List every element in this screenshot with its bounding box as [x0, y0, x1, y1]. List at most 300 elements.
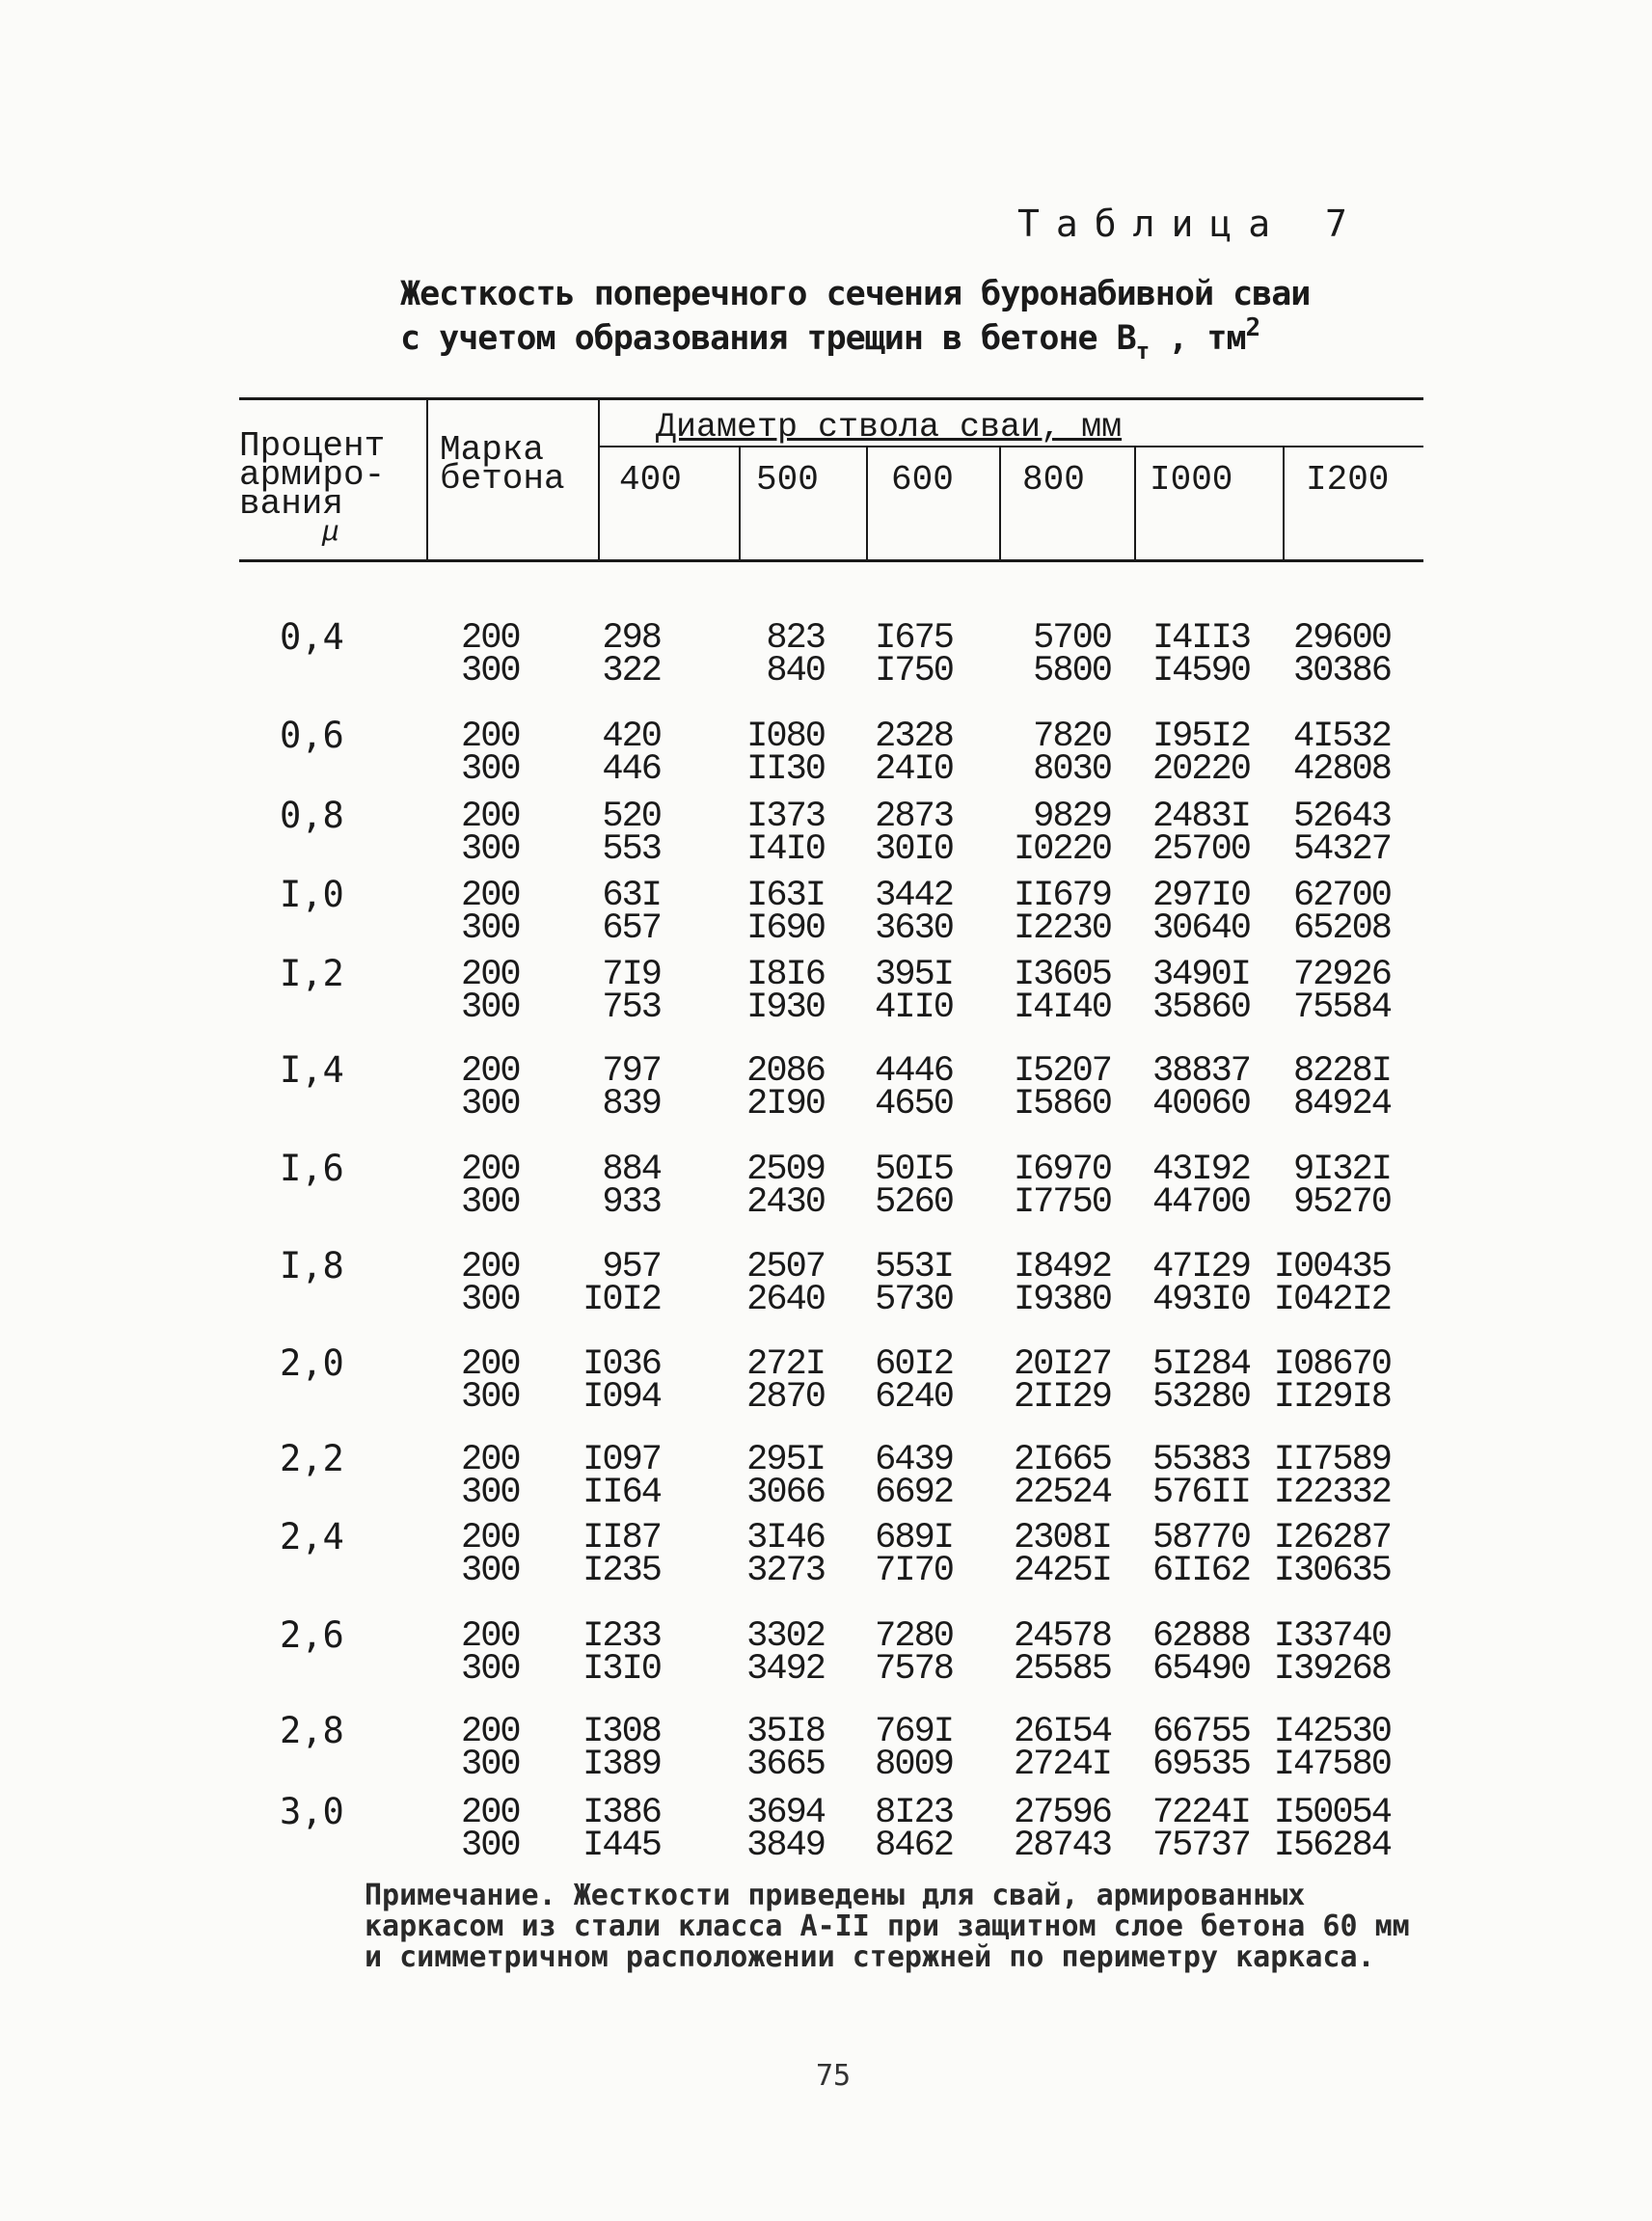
stiffness-cell — [1151, 1150, 1250, 1223]
stiffness-value: 6692 — [875, 1473, 953, 1513]
stiffness-value: 7578 — [875, 1649, 953, 1690]
header-divider-2 — [598, 397, 600, 561]
stiffness-value: I386 — [582, 1793, 661, 1833]
stiffness-value: I9380 — [1013, 1280, 1111, 1320]
grade-value: 300 — [461, 988, 520, 1028]
stiffness-cell — [746, 1793, 825, 1866]
stiffness-value: 4II0 — [875, 988, 953, 1028]
stiffness-cell — [602, 717, 661, 790]
header-divider-4 — [866, 446, 868, 561]
stiffness-value: I39268 — [1273, 1649, 1391, 1690]
stiffness-value: I308 — [582, 1712, 661, 1752]
grade-value: 300 — [461, 1649, 520, 1690]
stiffness-value: I8I6 — [746, 955, 825, 995]
concrete-grade — [461, 1712, 520, 1785]
stiffness-cell — [1013, 1150, 1111, 1223]
stiffness-cell — [1013, 876, 1111, 949]
stiffness-value: 8I23 — [875, 1793, 953, 1833]
concrete-grade — [461, 1616, 520, 1690]
stiffness-cell — [746, 955, 825, 1028]
grade-value: 300 — [461, 1280, 520, 1320]
stiffness-value: 22524 — [1013, 1473, 1111, 1513]
stiffness-value: 5700 — [1033, 618, 1111, 659]
stiffness-cell — [1292, 717, 1391, 790]
stiffness-value: I8492 — [1013, 1247, 1111, 1287]
stiffness-cell — [875, 1712, 953, 1785]
stiffness-value: I445 — [582, 1826, 661, 1866]
stiffness-value: I95I2 — [1151, 717, 1250, 757]
stiffness-cell — [602, 1051, 661, 1124]
stiffness-cell — [1151, 1712, 1250, 1785]
stiffness-value: 3442 — [875, 876, 953, 916]
stiffness-cell — [1273, 1712, 1391, 1785]
stiffness-value: 520 — [602, 797, 661, 837]
stiffness-value: 25700 — [1151, 829, 1250, 870]
stiffness-value: 8228I — [1292, 1051, 1391, 1092]
stiffness-value: I50054 — [1273, 1793, 1391, 1833]
stiffness-value: 8009 — [875, 1745, 953, 1785]
concrete-grade — [461, 1344, 520, 1418]
stiffness-value: 47I29 — [1151, 1247, 1250, 1287]
stiffness-cell — [1292, 797, 1391, 870]
header-percent-line-3: вания — [239, 484, 344, 524]
grade-value: 300 — [461, 1745, 520, 1785]
stiffness-value: 4I532 — [1292, 717, 1391, 757]
grade-value: 300 — [461, 1377, 520, 1418]
stiffness-value: I4I40 — [1013, 988, 1111, 1028]
reinforcement-percent: 2,6 — [280, 1614, 344, 1656]
stiffness-value: 44700 — [1151, 1182, 1250, 1223]
stiffness-cell — [875, 618, 953, 691]
header-divider-7 — [1283, 446, 1285, 561]
stiffness-value: I080 — [746, 717, 825, 757]
header-divider-6 — [1134, 446, 1136, 561]
header-percent-line-1: Процент — [239, 426, 386, 466]
stiffness-value: I4590 — [1151, 651, 1250, 691]
stiffness-value: 823 — [766, 618, 825, 659]
header-diameter-1000: I000 — [1150, 460, 1233, 500]
stiffness-value: 42808 — [1292, 749, 1391, 790]
header-divider-1 — [426, 397, 428, 561]
stiffness-value: 7280 — [875, 1616, 953, 1657]
stiffness-cell — [1273, 1616, 1391, 1690]
stiffness-cell — [746, 1616, 825, 1690]
stiffness-cell — [582, 1247, 661, 1320]
stiffness-value: 446 — [602, 749, 661, 790]
stiffness-value: I2230 — [1013, 908, 1111, 949]
stiffness-value: 3694 — [746, 1793, 825, 1833]
stiffness-cell — [766, 618, 825, 691]
concrete-grade — [461, 1051, 520, 1124]
stiffness-value: II87 — [582, 1518, 661, 1558]
header-diameter: Диаметр ствола сваи, мм — [656, 408, 1123, 447]
grade-value: 300 — [461, 1182, 520, 1223]
stiffness-value: I235 — [582, 1551, 661, 1591]
stiffness-value: 7224I — [1151, 1793, 1250, 1833]
stiffness-cell — [1151, 1518, 1250, 1591]
stiffness-cell — [875, 955, 953, 1028]
stiffness-value: I26287 — [1273, 1518, 1391, 1558]
caption-unit: , тм — [1149, 319, 1246, 358]
stiffness-cell — [746, 1344, 825, 1418]
stiffness-value: 58770 — [1151, 1518, 1250, 1558]
stiffness-value: 797 — [602, 1051, 661, 1092]
stiffness-value: 72926 — [1292, 955, 1391, 995]
stiffness-cell — [1151, 618, 1250, 691]
grade-value: 200 — [461, 1344, 520, 1385]
stiffness-value: 8462 — [875, 1826, 953, 1866]
stiffness-value: 753 — [602, 988, 661, 1028]
stiffness-value: 2640 — [746, 1280, 825, 1320]
concrete-grade — [461, 955, 520, 1028]
concrete-grade — [461, 1518, 520, 1591]
stiffness-value: 28743 — [1013, 1826, 1111, 1866]
stiffness-value: 95270 — [1292, 1182, 1391, 1223]
stiffness-cell — [1013, 797, 1111, 870]
stiffness-value: 69535 — [1151, 1745, 1250, 1785]
reinforcement-percent: I,8 — [280, 1245, 344, 1287]
stiffness-value: 62700 — [1292, 876, 1391, 916]
grade-value: 200 — [461, 955, 520, 995]
stiffness-value: 3302 — [746, 1616, 825, 1657]
caption-line-2 — [400, 313, 1310, 365]
stiffness-value: 5260 — [875, 1182, 953, 1223]
grade-value: 300 — [461, 1084, 520, 1124]
stiffness-value: 40060 — [1151, 1084, 1250, 1124]
header-percent — [239, 426, 386, 550]
stiffness-value: 576II — [1151, 1473, 1250, 1513]
stiffness-value: I094 — [582, 1377, 661, 1418]
stiffness-cell — [746, 1247, 825, 1320]
stiffness-cell — [746, 797, 825, 870]
stiffness-cell — [1151, 1247, 1250, 1320]
stiffness-value: I6970 — [1013, 1150, 1111, 1190]
stiffness-value: 62888 — [1151, 1616, 1250, 1657]
stiffness-value: 2I90 — [746, 1084, 825, 1124]
caption-line-1: Жесткость поперечного сечения буронабивной сваи — [400, 275, 1311, 313]
stiffness-cell — [746, 1712, 825, 1785]
stiffness-value: 20I27 — [1013, 1344, 1111, 1385]
stiffness-value: 3066 — [746, 1473, 825, 1513]
stiffness-cell — [582, 1712, 661, 1785]
stiffness-value: 3492 — [746, 1649, 825, 1690]
stiffness-value: 50I5 — [875, 1150, 953, 1190]
stiffness-cell — [875, 876, 953, 949]
stiffness-cell — [875, 797, 953, 870]
stiffness-value: I30635 — [1273, 1551, 1391, 1591]
stiffness-value: 2I665 — [1013, 1440, 1111, 1480]
stiffness-value: 3I46 — [746, 1518, 825, 1558]
stiffness-value: 272I — [746, 1344, 825, 1385]
stiffness-value: 3490I — [1151, 955, 1250, 995]
stiffness-value: 52643 — [1292, 797, 1391, 837]
stiffness-value: 2430 — [746, 1182, 825, 1223]
header-grade — [440, 430, 565, 499]
stiffness-value: 493I0 — [1151, 1280, 1250, 1320]
grade-value: 200 — [461, 1051, 520, 1092]
concrete-grade — [461, 876, 520, 949]
stiffness-cell — [1151, 1793, 1250, 1866]
stiffness-value: I4I0 — [746, 829, 825, 870]
stiffness-cell — [582, 1344, 661, 1418]
stiffness-value: 26I54 — [1013, 1712, 1111, 1752]
concrete-grade — [461, 618, 520, 691]
header-divider-5 — [999, 446, 1001, 561]
stiffness-cell — [875, 1150, 953, 1223]
stiffness-cell — [582, 1793, 661, 1866]
stiffness-value: 9829 — [1033, 797, 1111, 837]
stiffness-value: II679 — [1013, 876, 1111, 916]
stiffness-value: I4II3 — [1151, 618, 1250, 659]
stiffness-value: 38837 — [1151, 1051, 1250, 1092]
stiffness-cell — [602, 797, 661, 870]
stiffness-cell — [1013, 1051, 1111, 1124]
stiffness-value: 3630 — [875, 908, 953, 949]
stiffness-cell — [602, 876, 661, 949]
reinforcement-percent: I,6 — [280, 1148, 344, 1189]
stiffness-value: II64 — [582, 1473, 661, 1513]
stiffness-cell — [1013, 1440, 1111, 1513]
stiffness-cell — [746, 717, 825, 790]
stiffness-value: 553 — [602, 829, 661, 870]
grade-value: 200 — [461, 1150, 520, 1190]
stiffness-cell — [1273, 1793, 1391, 1866]
stiffness-value: 27596 — [1013, 1793, 1111, 1833]
grade-value: 300 — [461, 651, 520, 691]
table-label: Таблица 7 — [1017, 203, 1364, 245]
concrete-grade — [461, 1793, 520, 1866]
stiffness-value: 65490 — [1151, 1649, 1250, 1690]
stiffness-cell — [582, 1518, 661, 1591]
stiffness-cell — [582, 1616, 661, 1690]
stiffness-value: 2308I — [1013, 1518, 1111, 1558]
reinforcement-percent: 2,4 — [280, 1516, 344, 1557]
stiffness-value: 43I92 — [1151, 1150, 1250, 1190]
stiffness-cell — [582, 1440, 661, 1513]
reinforcement-percent: 2,0 — [280, 1342, 344, 1384]
stiffness-value: 2425I — [1013, 1551, 1111, 1591]
stiffness-value: 9I32I — [1292, 1150, 1391, 1190]
stiffness-value: 3273 — [746, 1551, 825, 1591]
header-diameter-500: 500 — [756, 460, 819, 500]
stiffness-cell — [875, 1616, 953, 1690]
stiffness-cell — [1151, 797, 1250, 870]
stiffness-cell — [1273, 1440, 1391, 1513]
stiffness-cell — [1292, 1051, 1391, 1124]
grade-value: 300 — [461, 1551, 520, 1591]
stiffness-value: 769I — [875, 1712, 953, 1752]
stiffness-value: I389 — [582, 1745, 661, 1785]
header-divider-3 — [739, 446, 741, 561]
stiffness-value: 75737 — [1151, 1826, 1250, 1866]
stiffness-value: 2086 — [746, 1051, 825, 1092]
stiffness-cell — [1292, 1150, 1391, 1223]
grade-value: 300 — [461, 1826, 520, 1866]
stiffness-value: I042I2 — [1273, 1280, 1391, 1320]
stiffness-value: 3849 — [746, 1826, 825, 1866]
stiffness-value: 839 — [602, 1084, 661, 1124]
reinforcement-percent: 0,6 — [280, 715, 344, 756]
stiffness-value: 5800 — [1033, 651, 1111, 691]
grade-value: 200 — [461, 797, 520, 837]
stiffness-value: I22332 — [1273, 1473, 1391, 1513]
stiffness-value: 553I — [875, 1247, 953, 1287]
stiffness-value: I5207 — [1013, 1051, 1111, 1092]
header-diameter-600: 600 — [891, 460, 954, 500]
stiffness-cell — [1013, 1616, 1111, 1690]
table-note: Примечание. Жесткости приведены для свай, армированных каркасом из стали класса А-II при защитном слое бетона 60 мм и симметричном расположении стержней по периметру каркаса. — [365, 1879, 1410, 1974]
stiffness-cell — [1151, 1440, 1250, 1513]
concrete-grade — [461, 717, 520, 790]
stiffness-cell — [602, 618, 661, 691]
stiffness-cell — [875, 1051, 953, 1124]
stiffness-cell — [746, 1150, 825, 1223]
page-number: 75 — [816, 2059, 852, 2093]
grade-value: 200 — [461, 1518, 520, 1558]
reinforcement-percent: 2,2 — [280, 1438, 344, 1479]
grade-value: 300 — [461, 1473, 520, 1513]
grade-value: 200 — [461, 1616, 520, 1657]
caption-subscript: т — [1135, 338, 1150, 365]
stiffness-value: 63I — [602, 876, 661, 916]
header-percent-symbol: μ — [322, 517, 340, 550]
grade-value: 200 — [461, 1247, 520, 1287]
stiffness-value: 84924 — [1292, 1084, 1391, 1124]
stiffness-value: II7589 — [1273, 1440, 1391, 1480]
stiffness-value: I63I — [746, 876, 825, 916]
stiffness-value: 35I8 — [746, 1712, 825, 1752]
stiffness-cell — [746, 1518, 825, 1591]
stiffness-value: I690 — [746, 908, 825, 949]
concrete-grade — [461, 797, 520, 870]
header-grade-line-2: бетона — [440, 459, 565, 499]
stiffness-cell — [1033, 717, 1111, 790]
stiffness-value: 30I0 — [875, 829, 953, 870]
stiffness-value: 2II29 — [1013, 1377, 1111, 1418]
stiffness-cell — [1151, 1616, 1250, 1690]
header-grade-line-1: Марка — [440, 430, 545, 470]
reinforcement-percent: I,4 — [280, 1049, 344, 1091]
stiffness-cell — [875, 1440, 953, 1513]
stiffness-value: 322 — [602, 651, 661, 691]
stiffness-cell — [1013, 1344, 1111, 1418]
reinforcement-percent: 2,8 — [280, 1710, 344, 1751]
stiffness-value: 689I — [875, 1518, 953, 1558]
stiffness-value: 25585 — [1013, 1649, 1111, 1690]
stiffness-value: 420 — [602, 717, 661, 757]
stiffness-value: 298 — [602, 618, 661, 659]
header-percent-line-2: армиро- — [239, 455, 386, 495]
stiffness-value: 6439 — [875, 1440, 953, 1480]
stiffness-cell — [1292, 618, 1391, 691]
stiffness-value: I47580 — [1273, 1745, 1391, 1785]
stiffness-value: I33740 — [1273, 1616, 1391, 1657]
grade-value: 200 — [461, 1440, 520, 1480]
stiffness-value: 2509 — [746, 1150, 825, 1190]
stiffness-value: 24I0 — [875, 749, 953, 790]
stiffness-cell — [1151, 876, 1250, 949]
stiffness-value: 2483I — [1151, 797, 1250, 837]
caption-line-2-text: с учетом образования трещин в бетоне В — [400, 319, 1136, 358]
header-bottom-rule — [239, 559, 1423, 562]
stiffness-value: 29600 — [1292, 618, 1391, 659]
stiffness-value: I0220 — [1013, 829, 1111, 870]
stiffness-cell — [1151, 1051, 1250, 1124]
stiffness-value: 20220 — [1151, 749, 1250, 790]
stiffness-value: 395I — [875, 955, 953, 995]
table-top-rule — [239, 397, 1423, 400]
grade-value: 200 — [461, 1793, 520, 1833]
stiffness-cell — [1013, 1793, 1111, 1866]
stiffness-value: I036 — [582, 1344, 661, 1385]
stiffness-value: 5I284 — [1151, 1344, 1250, 1385]
stiffness-value: I42530 — [1273, 1712, 1391, 1752]
stiffness-value: I675 — [875, 618, 953, 659]
stiffness-value: I5860 — [1013, 1084, 1111, 1124]
stiffness-value: 2873 — [875, 797, 953, 837]
stiffness-value: 54327 — [1292, 829, 1391, 870]
stiffness-cell — [746, 876, 825, 949]
stiffness-value: 297I0 — [1151, 876, 1250, 916]
stiffness-value: 6II62 — [1151, 1551, 1250, 1591]
stiffness-cell — [602, 1150, 661, 1223]
stiffness-value: 5730 — [875, 1280, 953, 1320]
stiffness-value: 295I — [746, 1440, 825, 1480]
stiffness-value: I750 — [875, 651, 953, 691]
stiffness-cell — [875, 1518, 953, 1591]
stiffness-value: 53280 — [1151, 1377, 1250, 1418]
stiffness-value: 55383 — [1151, 1440, 1250, 1480]
stiffness-value: I097 — [582, 1440, 661, 1480]
stiffness-cell — [1273, 1344, 1391, 1418]
stiffness-value: 6240 — [875, 1377, 953, 1418]
reinforcement-percent: I,0 — [280, 874, 344, 915]
stiffness-value: 65208 — [1292, 908, 1391, 949]
stiffness-cell — [1151, 1344, 1250, 1418]
stiffness-cell — [875, 1793, 953, 1866]
stiffness-value: 7I9 — [602, 955, 661, 995]
stiffness-cell — [875, 717, 953, 790]
stiffness-cell — [1033, 618, 1111, 691]
grade-value: 200 — [461, 876, 520, 916]
stiffness-value: 60I2 — [875, 1344, 953, 1385]
stiffness-value: I0I2 — [582, 1280, 661, 1320]
stiffness-value: I7750 — [1013, 1182, 1111, 1223]
stiffness-value: I930 — [746, 988, 825, 1028]
stiffness-value: II30 — [746, 749, 825, 790]
stiffness-value: 7820 — [1033, 717, 1111, 757]
stiffness-cell — [602, 955, 661, 1028]
header-diameter-800: 800 — [1022, 460, 1085, 500]
stiffness-value: 7I70 — [875, 1551, 953, 1591]
stiffness-value: 3665 — [746, 1745, 825, 1785]
stiffness-value: 4650 — [875, 1084, 953, 1124]
stiffness-value: I56284 — [1273, 1826, 1391, 1866]
stiffness-cell — [746, 1051, 825, 1124]
stiffness-value: 35860 — [1151, 988, 1250, 1028]
grade-value: 300 — [461, 749, 520, 790]
stiffness-cell — [875, 1344, 953, 1418]
stiffness-cell — [1013, 955, 1111, 1028]
caption-superscript: 2 — [1245, 313, 1260, 342]
grade-value: 200 — [461, 717, 520, 757]
stiffness-cell — [1151, 955, 1250, 1028]
stiffness-cell — [1292, 876, 1391, 949]
stiffness-value: 933 — [602, 1182, 661, 1223]
reinforcement-percent: I,2 — [280, 953, 344, 994]
stiffness-cell — [1273, 1247, 1391, 1320]
grade-value: 200 — [461, 618, 520, 659]
